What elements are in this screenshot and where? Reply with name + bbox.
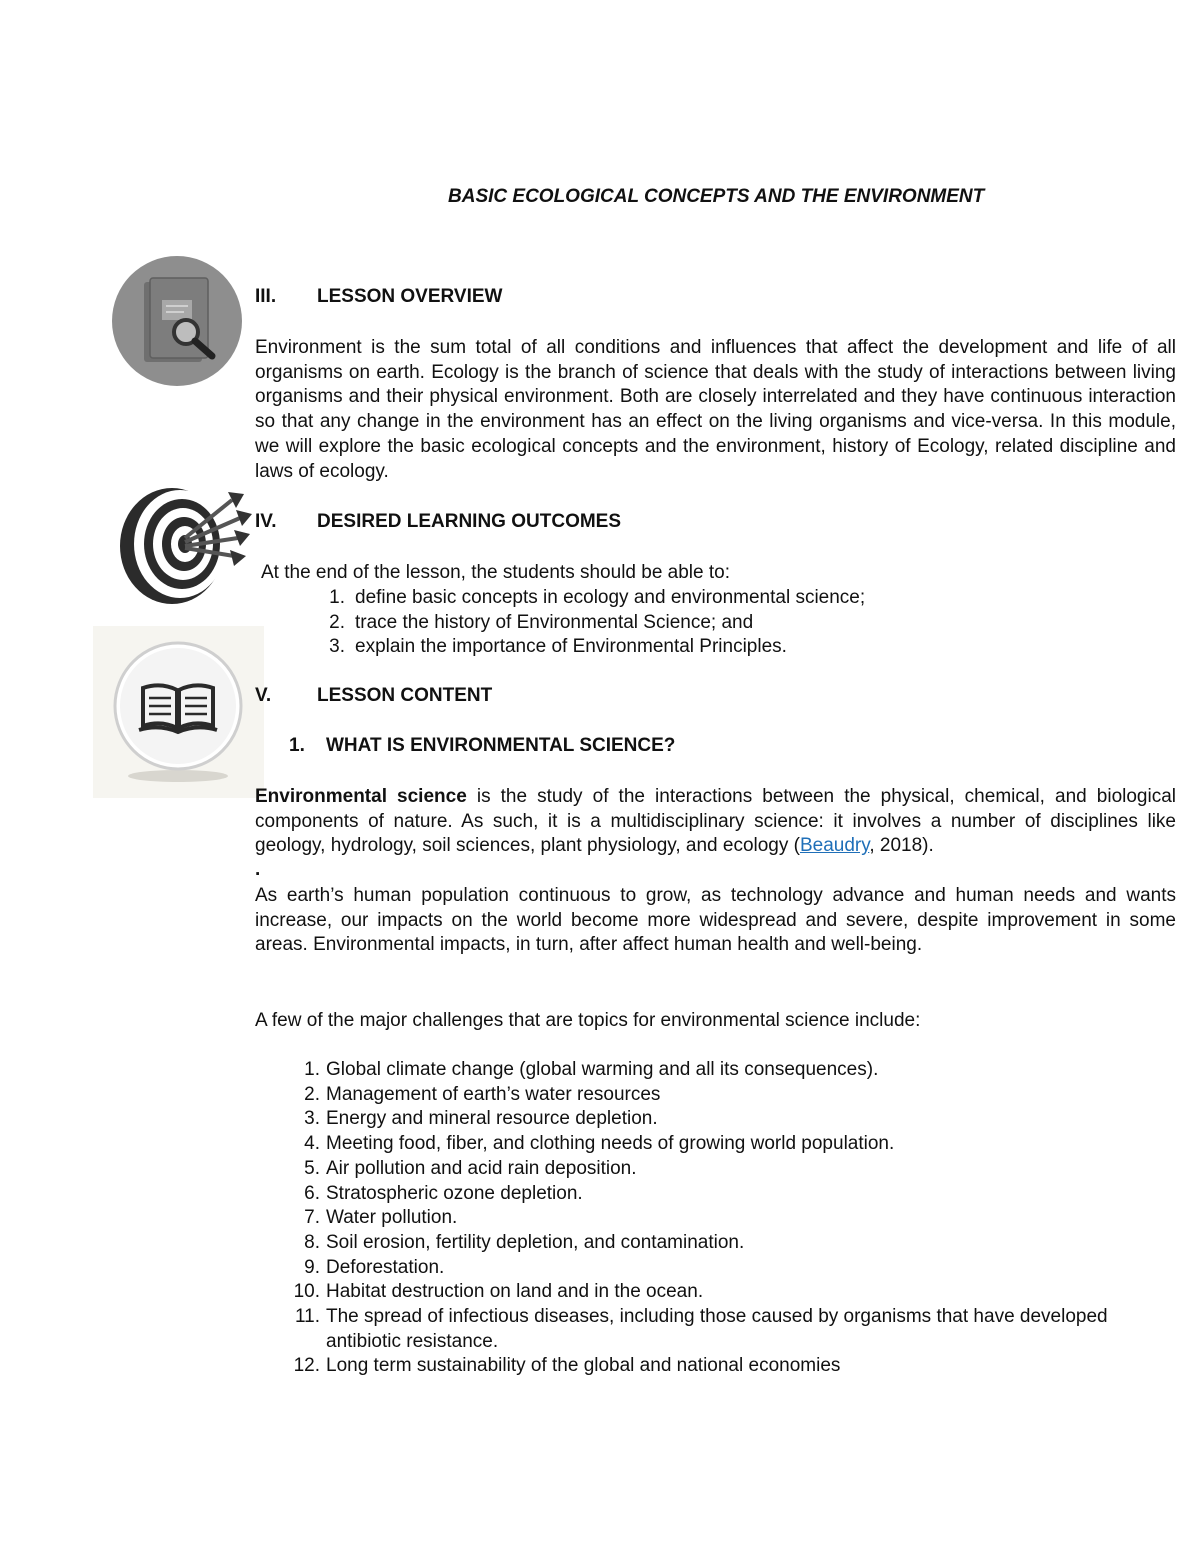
- list-number: 12.: [293, 1355, 320, 1377]
- list-number: 1.: [304, 1059, 320, 1080]
- lesson-content-heading: [255, 685, 492, 707]
- document-title: BASIC ECOLOGICAL CONCEPTS AND THE ENVIRONMENT: [448, 186, 985, 207]
- list-number: 2.: [329, 611, 345, 633]
- list-text: trace the history of Environmental Science; and: [355, 611, 754, 633]
- list-text: Long term sustainability of the global and national economies: [326, 1355, 841, 1377]
- challenge-item: [0, 1231, 1126, 1256]
- definition-term: Environmental science: [255, 786, 467, 807]
- challenge-item: [0, 1058, 1126, 1083]
- list-text: Air pollution and acid rain deposition.: [326, 1157, 637, 1179]
- definition-text: is the study of the interactions between the physical, chemical, and biological components of nature. As such, it is a multidisciplinary science: it involves a number of disciplines like geology, hydrology, soil sciences, plant physiology, and ecology (: [255, 786, 1177, 857]
- overview-paragraph: Environment is the sum total of all conditions and influences that affect the development and life of all organisms on earth. Ecology is the branch of science that deals with the study of interactions between living organisms and their physical environment. Both are closely interrelated and they have continuous interaction so that any change in the environment has an effect on the living organisms and vice-versa. In this module, we will explore the basic ecological concepts and the environment, history of Ecology, related discipline and laws of ecology.: [255, 337, 1176, 482]
- list-text: define basic concepts in ecology and environmental science;: [355, 587, 866, 608]
- list-text: explain the importance of Environmental Principles.: [355, 636, 787, 658]
- list-number: 3.: [304, 1108, 320, 1130]
- definition-paragraph: [255, 785, 1176, 859]
- stray-dot: .: [255, 859, 261, 880]
- citation-link[interactable]: Beaudry: [799, 835, 870, 857]
- list-number: 4.: [304, 1133, 320, 1155]
- list-text: Meeting food, fiber, and clothing needs of growing world population.: [326, 1133, 895, 1155]
- section-number: IV.: [255, 511, 277, 532]
- challenge-item: [0, 1206, 1126, 1231]
- section-heading: DESIRED LEARNING OUTCOMES: [317, 511, 622, 532]
- list-number: 5.: [304, 1157, 320, 1179]
- subsection-number: 1.: [289, 735, 305, 756]
- list-text: Stratospheric ozone depletion.: [326, 1182, 583, 1204]
- list-number: 8.: [304, 1231, 320, 1253]
- challenge-item: [0, 1132, 1126, 1157]
- challenge-item: [0, 1280, 1126, 1305]
- list-number: 11.: [294, 1306, 320, 1328]
- challenge-item: [0, 1354, 1126, 1379]
- book-magnifier-icon: [110, 254, 244, 388]
- section-heading: LESSON OVERVIEW: [317, 286, 503, 307]
- list-text: Water pollution.: [326, 1207, 458, 1229]
- section-number: III.: [255, 286, 277, 307]
- section-heading: LESSON CONTENT: [317, 685, 493, 706]
- challenge-item: [0, 1157, 1126, 1182]
- challenge-item: [0, 1107, 1126, 1132]
- list-text: Habitat destruction on land and in the ocean.: [326, 1281, 704, 1303]
- list-number: 10.: [293, 1281, 320, 1303]
- list-number: 1.: [329, 587, 345, 608]
- list-text: Management of earth’s water resources: [326, 1083, 661, 1105]
- list-number: 7.: [304, 1207, 320, 1229]
- list-text: The spread of infectious diseases, including those caused by organisms that have developed antibiotic resistance.: [326, 1306, 1108, 1352]
- section-number: V.: [255, 685, 272, 706]
- lesson-overview-heading: [255, 286, 502, 308]
- challenge-item: [0, 1083, 1126, 1108]
- list-text: Global climate change (global warming and all its consequences).: [326, 1059, 879, 1080]
- list-number: 9.: [304, 1256, 320, 1278]
- list-number: 2.: [304, 1083, 320, 1105]
- list-text: Deforestation.: [326, 1256, 445, 1278]
- challenge-item: [0, 1256, 1126, 1281]
- outcome-item: [0, 611, 1055, 636]
- outcome-item: [0, 635, 1055, 660]
- challenges-list: [0, 1058, 1126, 1379]
- subsection-title: WHAT IS ENVIRONMENTAL SCIENCE?: [326, 735, 676, 756]
- challenge-item: [0, 1305, 1126, 1354]
- subsection-heading: [289, 735, 675, 757]
- list-number: 3.: [329, 636, 345, 658]
- list-text: Soil erosion, fertility depletion, and contamination.: [326, 1231, 745, 1253]
- list-text: Energy and mineral resource depletion.: [326, 1108, 658, 1130]
- challenge-item: [0, 1182, 1126, 1207]
- challenges-intro: A few of the major challenges that are topics for environmental science include:: [255, 1010, 921, 1031]
- outcomes-list: [0, 586, 1055, 660]
- list-number: 6.: [304, 1182, 320, 1204]
- citation-year: , 2018).: [869, 835, 934, 857]
- outcomes-intro: At the end of the lesson, the students should be able to:: [261, 562, 730, 583]
- impact-paragraph: As earth’s human population continuous to grow, as technology advance and human needs and wants increase, our impacts on the world become more widespread and severe, despite improvement in some areas. Environmental impacts, in turn, after affect human health and well-being.: [255, 885, 1176, 956]
- outcome-item: [0, 586, 1055, 611]
- learning-outcomes-heading: [255, 511, 621, 533]
